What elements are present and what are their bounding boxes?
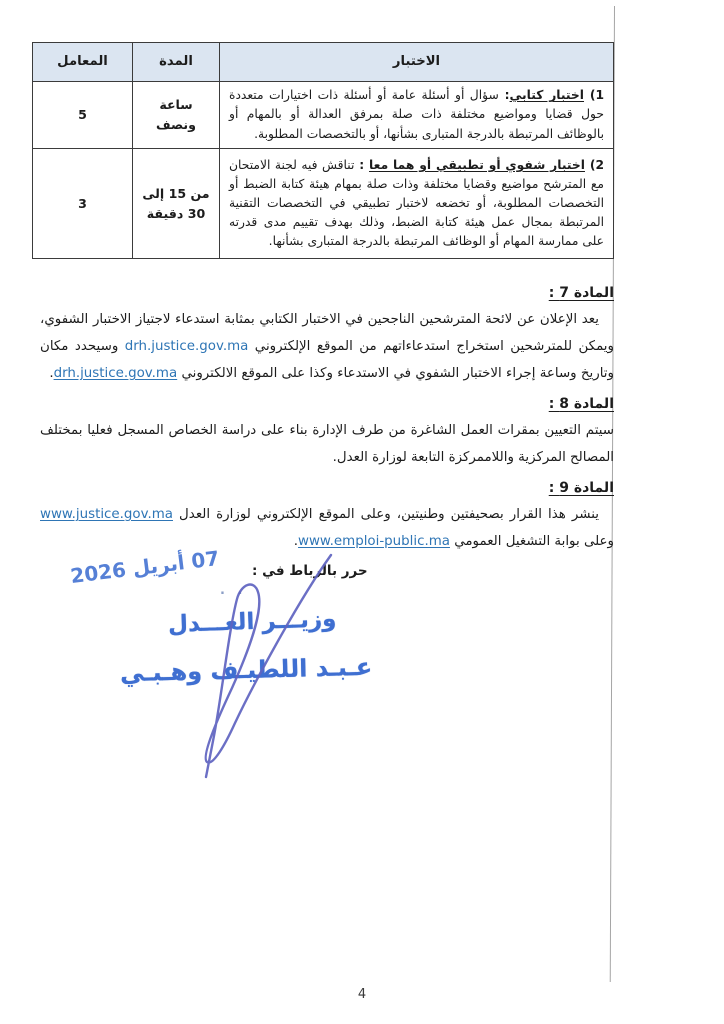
signature-block <box>40 545 614 1006</box>
article-7-heading: المادة 7 : <box>548 285 614 301</box>
exam-table <box>32 42 614 259</box>
exam-number: 2) <box>584 157 605 172</box>
exam-separator: : <box>354 157 370 172</box>
article-7-paragraph <box>40 306 614 387</box>
article-7-period: . <box>49 366 54 381</box>
article-9-period: . <box>293 534 299 549</box>
article-9-text-1: ينشر هذا القرار بصحيفتين وطنيتين، وعلى الموقع الإلكتروني لوزارة العدل <box>172 507 599 522</box>
coefficient-cell: 5 <box>33 82 133 149</box>
exam-description-cell <box>220 82 614 149</box>
drh-justice-link-2[interactable]: drh.justice.gov.ma <box>53 366 178 381</box>
col-header-duration: المدة <box>133 43 220 82</box>
exam-description-text: تناقش فيه لجنة الامتحان مع المترشح مواضيع وقضايا مختلفة وذات صلة بمهام هيئة كتابة الضبط أو التخصصات المطلوبة، أو تخضعه لاختبار تطبيقي في التخصصات التقنية المرتبطة بمجال عمل هيئة كتابة الضبط، وذلك بهدف تقييم مدى قدرته على ممارسة المهام أو الوظائف المرتبطة بالدرجة المتبارى بشأنها. <box>229 157 604 249</box>
emploi-public-link[interactable]: www.emploi-public.ma <box>298 534 450 549</box>
exam-type-label: اختبار شفوي أو تطبيقي أو هما معا <box>369 157 585 172</box>
date-dotted-line: . . <box>220 583 247 598</box>
exam-description-text: سؤال أو أسئلة عامة أو أسئلة ذات اختيارات متعددة حول قضايا ومواضيع مختلفة ذات صلة بمرفق العدالة أو بالمهام أو بالوظائف المرتبطة بالدرجة المتبارى بشأنها، أو بالتخصصات المطلوبة. <box>229 88 604 141</box>
page-number: 4 <box>357 987 367 1002</box>
article-7-text-2: وسيحدد مكان وتاريخ وساعة إجراء الاختبار الشفوي في الاستدعاء وكذا على الموقع الالكتروني <box>40 339 614 381</box>
article-9-text-2: وعلى بوابة التشغيل العمومي <box>449 534 614 549</box>
coefficient-cell: 3 <box>33 149 133 259</box>
minister-name-stamp: عـبـد اللطيـف وهـبـي <box>119 652 373 688</box>
exam-type-label: اختبار كتابي <box>509 88 585 103</box>
table-row <box>33 82 614 149</box>
written-at-label: حرر بالرباط في : <box>252 563 368 579</box>
exam-description-cell <box>220 149 614 259</box>
duration-cell: ساعة ونصف <box>133 82 220 149</box>
document-content <box>40 42 614 1006</box>
article-9-paragraph <box>40 501 614 555</box>
duration-cell: من 15 إلى 30 دقيقة <box>133 149 220 259</box>
article-8-paragraph: سيتم التعيين بمقرات العمل الشاغرة من طرف الإدارة بناء على دراسة الخصاص المسجل فعليا بمختلف المصالح المركزية واللاممركزة التابعة لوزارة العدل. <box>40 423 614 465</box>
date-stamp: 07 أبريل 2026 <box>69 545 221 589</box>
article-9-heading: المادة 9 : <box>548 480 614 496</box>
drh-justice-link-1[interactable]: drh.justice.gov.ma <box>124 339 249 354</box>
col-header-coefficient: المعامل <box>33 43 133 82</box>
col-header-exam: الاختبار <box>220 43 614 82</box>
article-7-text-1: يعد الإعلان عن لائحة المترشحين الناجحين في الاختبار الكتابي بمثابة استدعاء لاجتياز الاختبار الشفوي، ويمكن للمترشحين استخراج استدعاءاتهم من الموقع الإلكتروني <box>40 312 614 354</box>
article-8-heading: المادة 8 : <box>548 396 614 412</box>
handwritten-signature <box>176 549 346 797</box>
minister-title-stamp: وزيـــر العـــدل <box>167 606 337 638</box>
table-header-row <box>33 43 614 82</box>
justice-gov-link[interactable]: www.justice.gov.ma <box>40 507 173 522</box>
table-row <box>33 149 614 259</box>
exam-number: 1) <box>584 88 605 103</box>
exam-separator: : <box>498 88 510 103</box>
